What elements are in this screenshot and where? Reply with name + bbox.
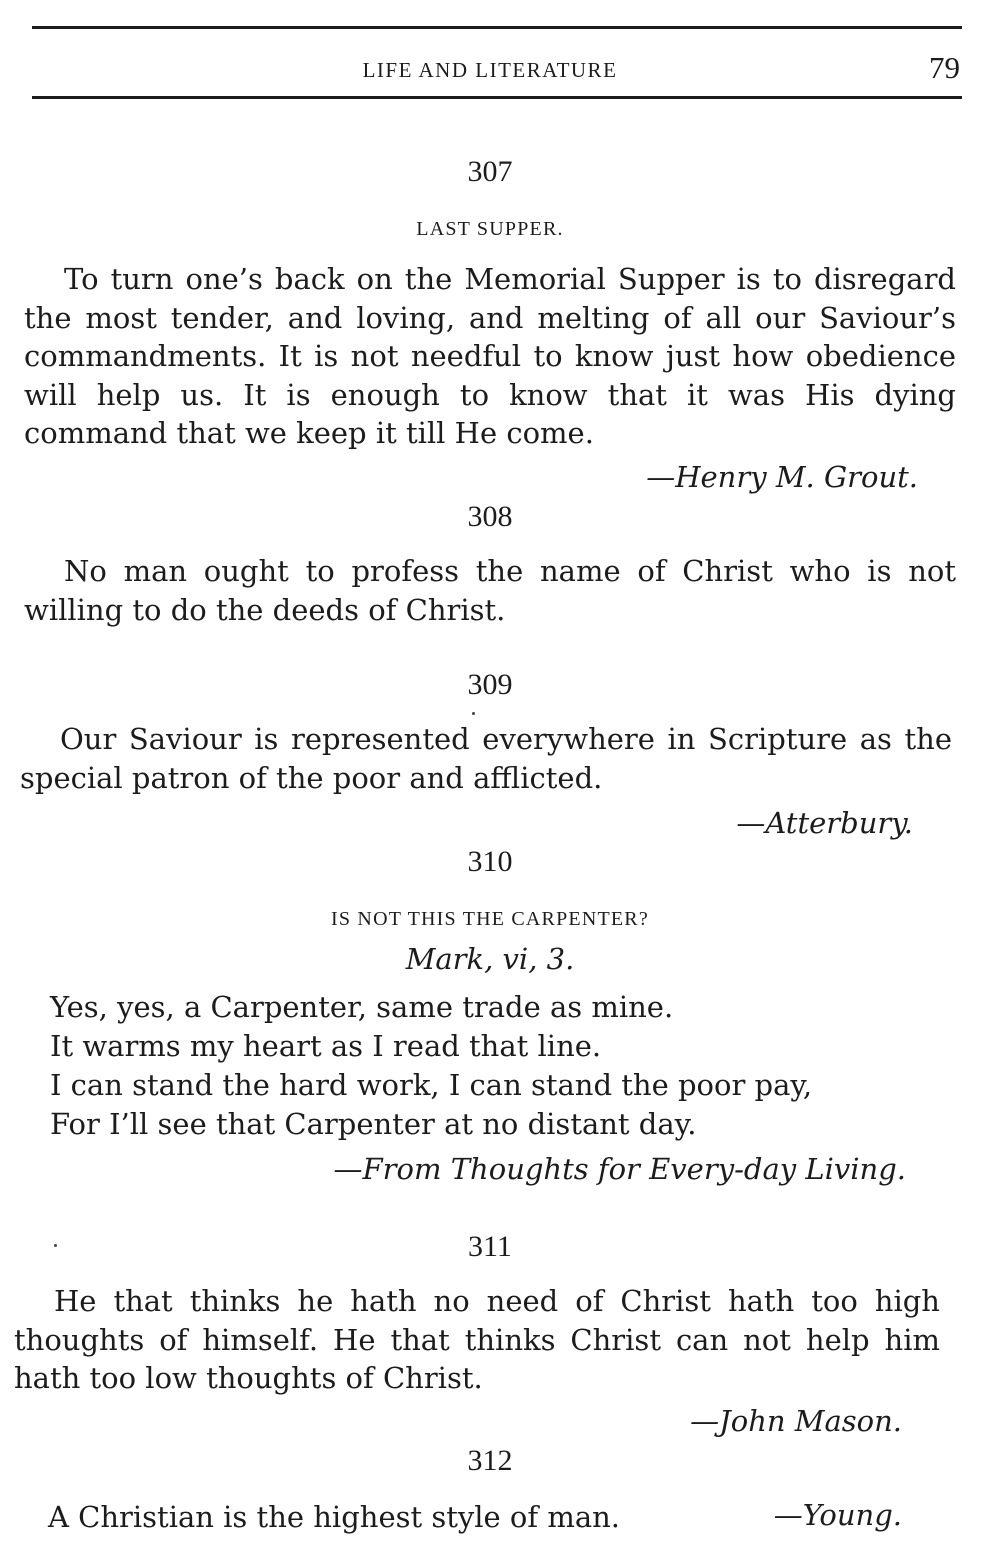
verse-line-3: I can stand the hard work, I can stand the poor pay, bbox=[50, 1068, 813, 1102]
entry-text-307-body: To turn one’s back on the Memorial Supper is to disregard the most tender, and loving, and melting of all our Saviour’s commandments. It is not needful to know just how obedience will help us. It is enough to know that it was His dying command that we keep it till He come. bbox=[24, 262, 956, 450]
attribution-thoughts: —From Thoughts for Every-day Living. bbox=[333, 1152, 906, 1186]
verse-line-1: Yes, yes, a Carpenter, same trade as mine. bbox=[50, 990, 674, 1024]
attribution-mason: —John Mason. bbox=[690, 1404, 902, 1438]
attribution-atterbury: —Atterbury. bbox=[736, 806, 913, 840]
header-bottom-rule bbox=[32, 96, 962, 99]
entry-text-309-body: Our Saviour is represented everywhere in Scripture as the special patron of the poor and afflicted. bbox=[20, 722, 952, 795]
running-title: LIFE AND LITERATURE bbox=[362, 58, 618, 82]
entry-title-carpenter: IS NOT THIS THE CARPENTER? bbox=[331, 908, 649, 930]
entry-text-309 bbox=[20, 720, 952, 797]
entry-number-309: 309 bbox=[467, 668, 513, 701]
entry-text-311 bbox=[14, 1282, 940, 1398]
entry-text-311-body: He that thinks he hath no need of Christ hath too high thoughts of himself. He that thinks Christ can not help him hath too low thoughts of Christ. bbox=[14, 1284, 940, 1395]
attribution-young: —Young. bbox=[773, 1498, 902, 1532]
verse-line-2: It warms my heart as I read that line. bbox=[50, 1029, 602, 1063]
scripture-reference: Mark, vi, 3. bbox=[405, 942, 575, 976]
entry-number-312: 312 bbox=[467, 1444, 513, 1477]
entry-text-308 bbox=[24, 552, 956, 629]
header-top-rule bbox=[32, 26, 962, 29]
page-number: 79 bbox=[929, 50, 960, 85]
entry-text-312: A Christian is the highest style of man. bbox=[48, 1500, 621, 1534]
entry-title-last-supper: LAST SUPPER. bbox=[416, 218, 564, 240]
entry-text-307 bbox=[24, 260, 956, 453]
entry-number-307: 307 bbox=[467, 155, 513, 188]
entry-text-308-body: No man ought to profess the name of Christ who is not willing to do the deeds of Christ. bbox=[24, 554, 956, 627]
verse-line-4: For I’ll see that Carpenter at no distant day. bbox=[50, 1107, 697, 1141]
attribution-grout: —Henry M. Grout. bbox=[646, 460, 918, 494]
entry-number-311: 311 bbox=[468, 1230, 512, 1263]
entry-number-310: 310 bbox=[467, 845, 513, 878]
entry-number-308: 308 bbox=[467, 500, 513, 533]
print-speck bbox=[472, 712, 475, 715]
